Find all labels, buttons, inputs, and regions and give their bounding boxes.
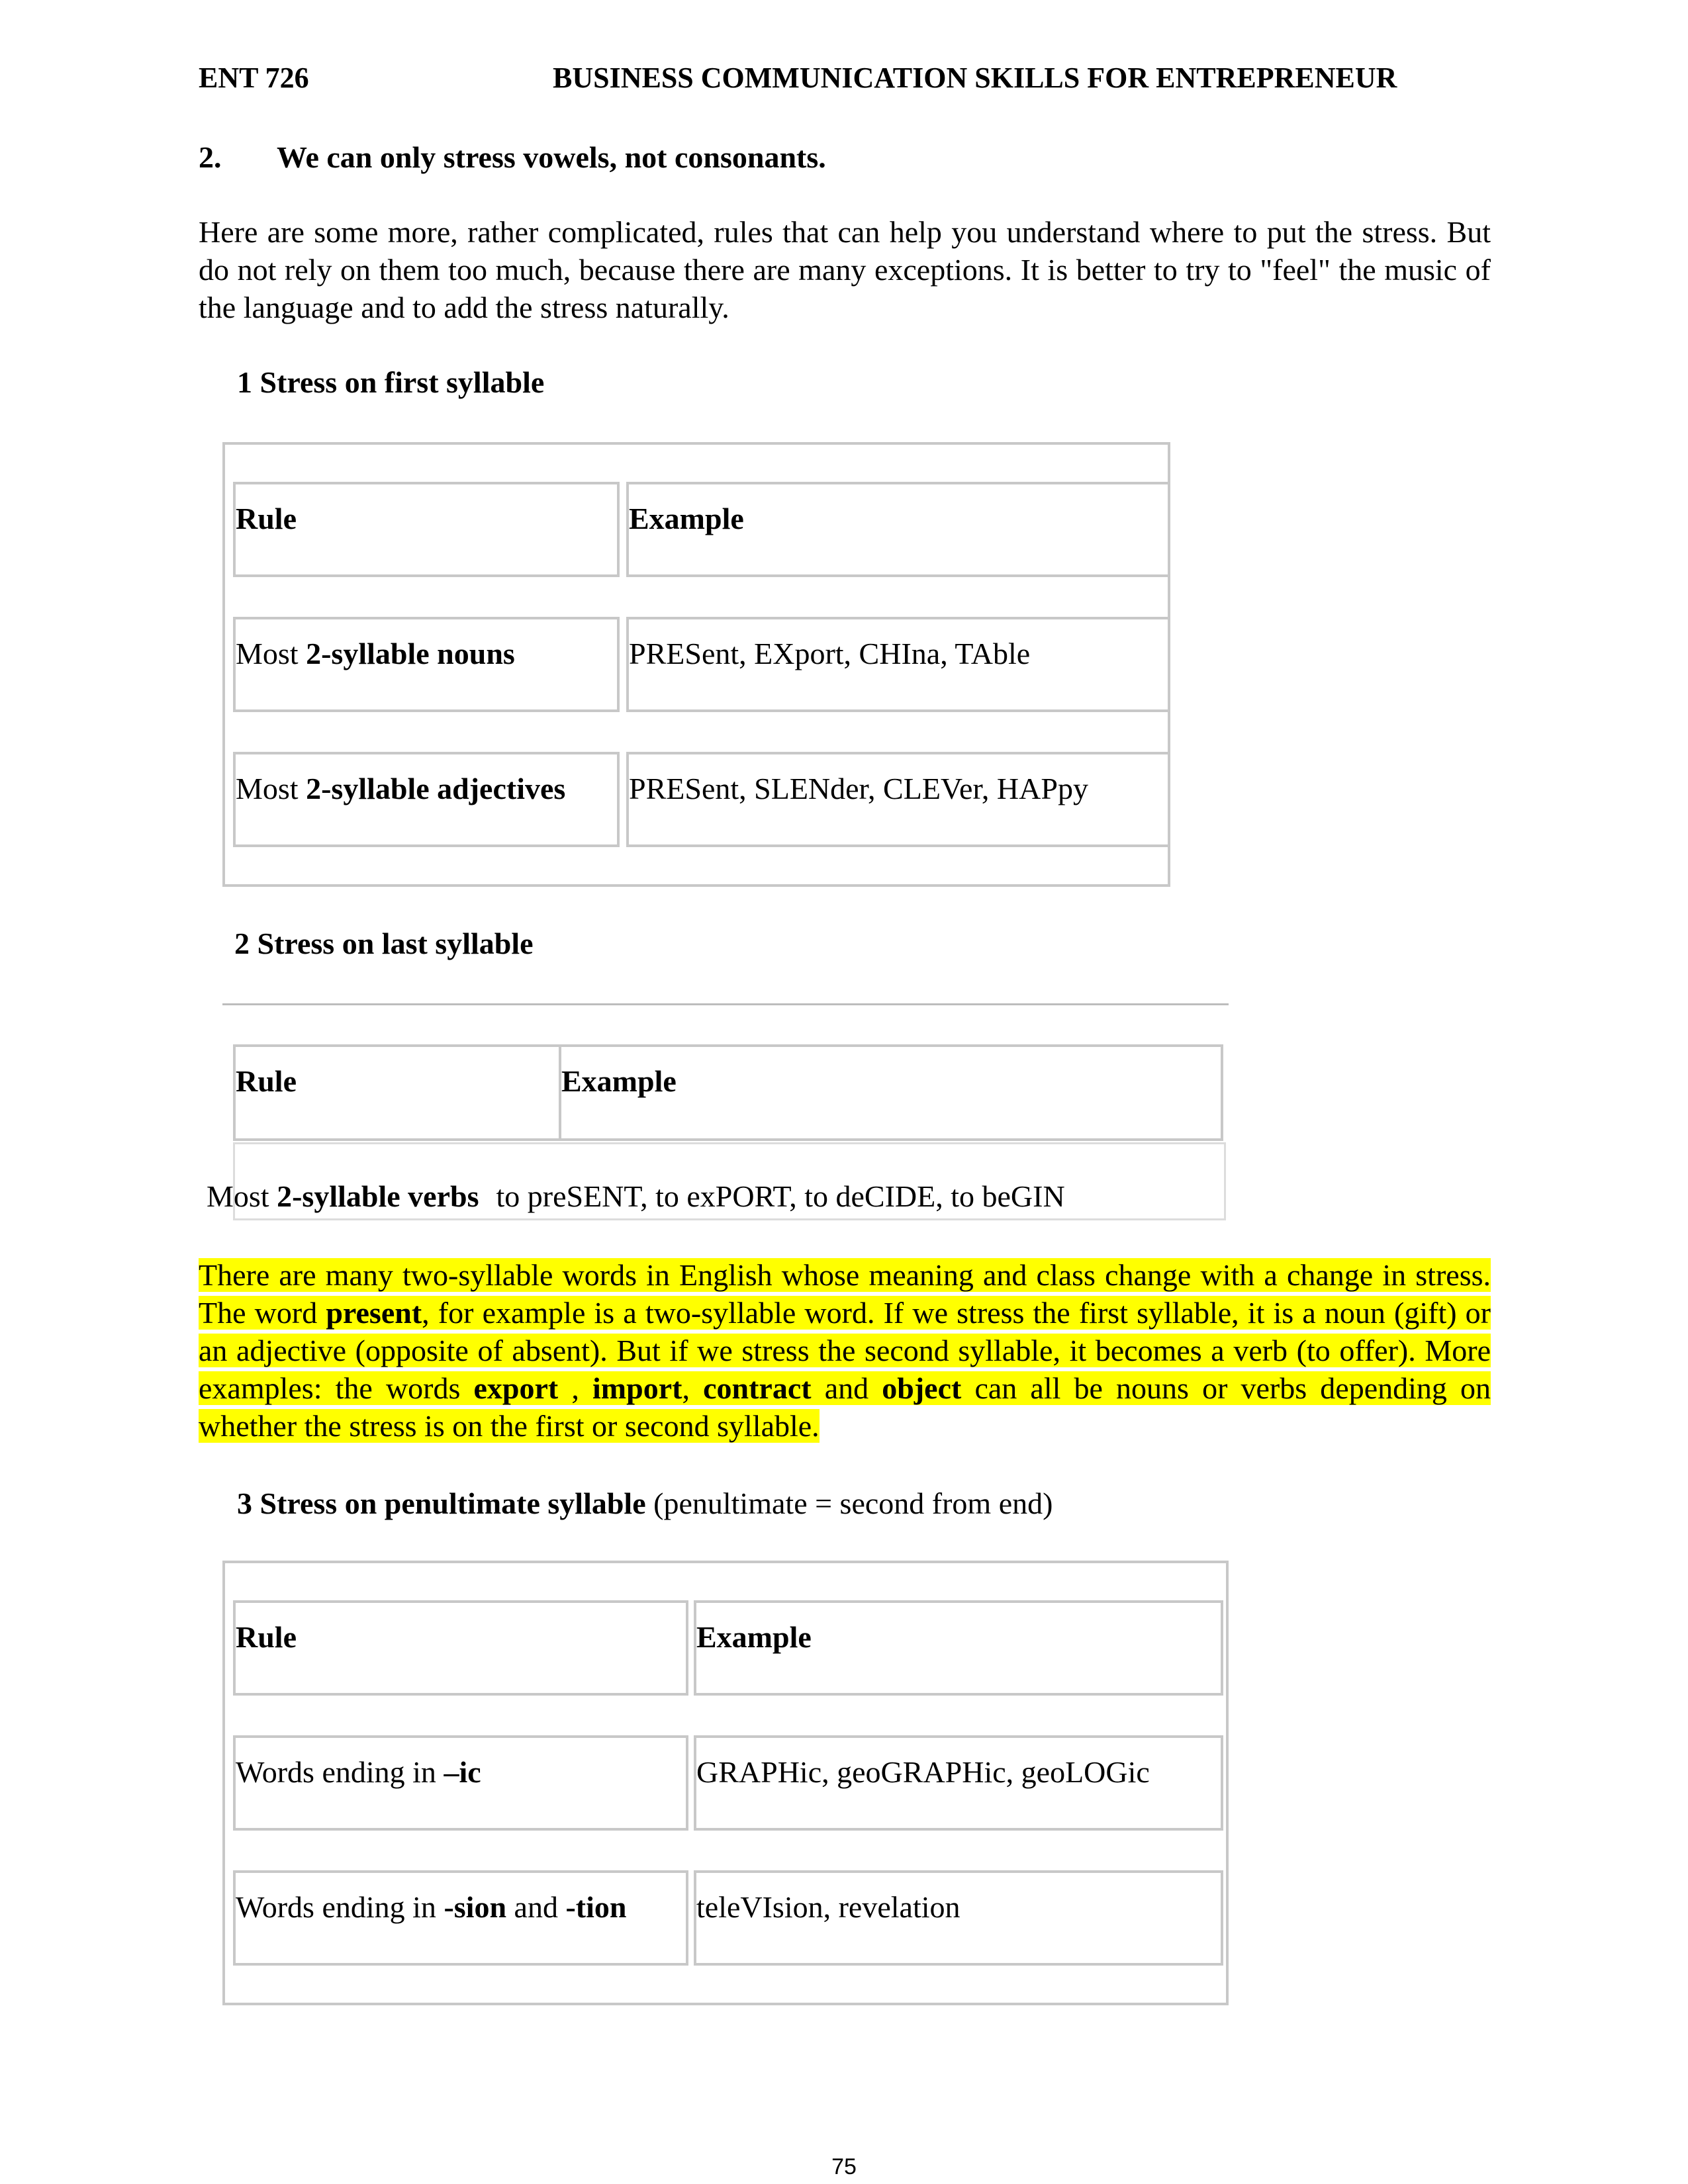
point-heading (199, 139, 826, 176)
section3-row1-example: GRAPHic, geoGRAPHic, geoLOGic (694, 1735, 1223, 1831)
row-prefix: Most (236, 772, 306, 805)
row-bold: 2-syllable verbs (277, 1179, 479, 1213)
point-number: 2. (199, 140, 222, 174)
row-bold: -tion (565, 1890, 627, 1924)
bold-word: present (326, 1296, 422, 1330)
text-run: , (682, 1371, 704, 1405)
row-bold: 2-syllable adjectives (306, 772, 566, 805)
section3-header-rule: Rule (233, 1600, 688, 1696)
bold-word: contract (703, 1371, 812, 1405)
text-run: There are many two-syllable words in English whose meaning and class change with a change in stress. The word (199, 1258, 1491, 1330)
intro-paragraph: Here are some more, rather complicated, rules that can help you understand where to put the stress. But do not rely on them too much, because there are many exceptions. It is better to try to "feel" the music of the language and to add the stress naturally. (199, 215, 1491, 324)
bold-word: export (473, 1371, 559, 1405)
bold-word: import (592, 1371, 682, 1405)
section3-row2-rule (233, 1870, 688, 1966)
row-mid: and (506, 1890, 566, 1924)
section3-heading (237, 1485, 1053, 1522)
text-run: , for example is a two-syllable word. If we stress the first syllable, it is a noun (gift) or an adjective (opposite of absent). But if we stress the second syllable, it becomes a verb (to offer). More examples: the words (199, 1296, 1491, 1405)
text-run: , (558, 1371, 593, 1405)
course-title: BUSINESS COMMUNICATION SKILLS FOR ENTREPRENEUR (553, 62, 1397, 94)
section3-heading-bold: 3 Stress on penultimate syllable (237, 1486, 646, 1520)
row-example: to preSENT, to exPORT, to deCIDE, to beGIN (496, 1179, 1065, 1213)
course-code: ENT 726 (199, 62, 309, 94)
row-prefix: Words ending in (236, 1755, 444, 1789)
section1-row2-example: PRESent, SLENder, CLEVer, HAPpy (626, 752, 1170, 847)
row-prefix: Words ending in (236, 1890, 444, 1924)
text-run: and (811, 1371, 882, 1405)
section3-row1-rule (233, 1735, 688, 1831)
row-bold: 2-syllable nouns (306, 637, 515, 670)
section2-top-rule (222, 1003, 1229, 1005)
row-bold: –ic (444, 1755, 481, 1789)
page-number: 75 (831, 2154, 857, 2179)
row-prefix: Most (207, 1179, 277, 1213)
section1-header-rule: Rule (233, 482, 620, 577)
text-run: can all be nouns or verbs depending on whether the stress is on the first or second syllable. (199, 1371, 1491, 1443)
section2-header-rule: Rule (233, 1044, 561, 1141)
section2-heading: 2 Stress on last syllable (234, 927, 534, 960)
highlight-paragraph (199, 1256, 1491, 1445)
section1-heading: 1 Stress on first syllable (237, 365, 545, 399)
section1-row1-rule (233, 617, 620, 712)
section2-row (207, 1178, 1065, 1215)
section1-row1-example: PRESent, EXport, CHIna, TAble (626, 617, 1170, 712)
section3-header-example: Example (694, 1600, 1223, 1696)
row-prefix: Most (236, 637, 306, 670)
point-text: We can only stress vowels, not consonants. (277, 140, 826, 174)
section1-header-example: Example (626, 482, 1170, 577)
section3-heading-note: (penultimate = second from end) (645, 1486, 1053, 1520)
section3-row2-example: teleVIsion, revelation (694, 1870, 1223, 1966)
section2-header-example: Example (559, 1044, 1223, 1141)
row-bold: -sion (444, 1890, 507, 1924)
highlight-text (199, 1258, 1491, 1443)
section1-row2-rule (233, 752, 620, 847)
bold-word: object (882, 1371, 962, 1405)
